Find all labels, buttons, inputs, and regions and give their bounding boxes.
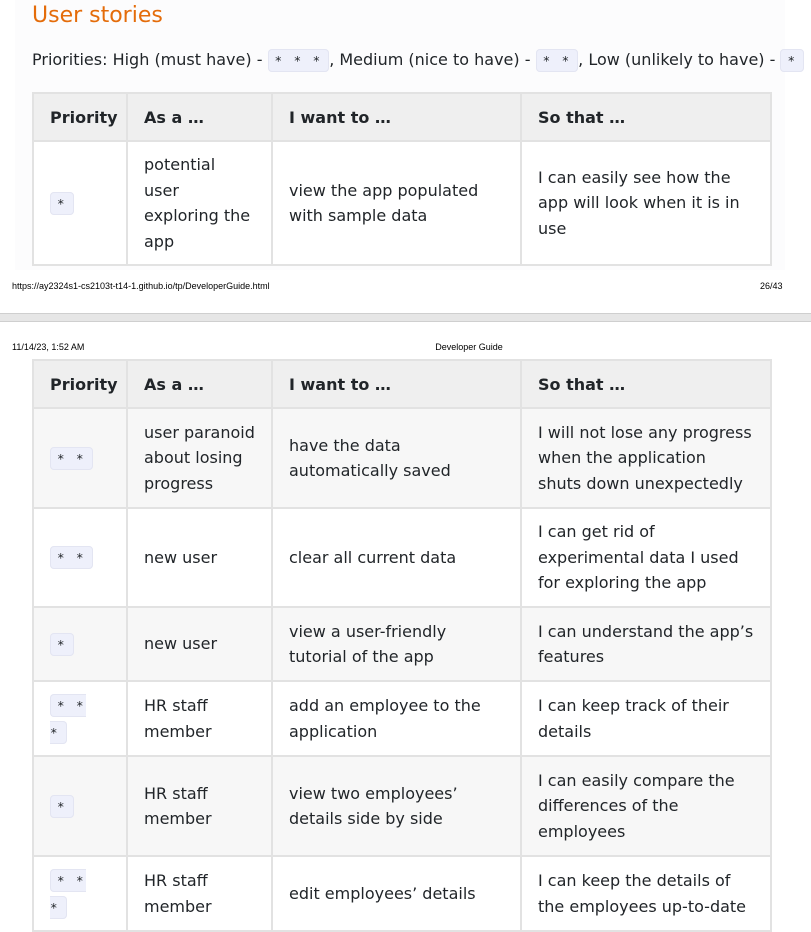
- table-header-row: [33, 360, 771, 408]
- so-that-cell: I can easily see how the app will look when it is in use: [521, 141, 771, 265]
- priority-cell: [33, 756, 127, 856]
- priorities-prefix: Priorities: High (must have) -: [32, 50, 268, 69]
- header-priority: Priority: [33, 93, 127, 141]
- table-row: [33, 408, 771, 508]
- want-cell: view the app populated with sample data: [272, 141, 521, 265]
- header-priority: Priority: [33, 360, 127, 408]
- priority-cell: [33, 508, 127, 607]
- want-cell: view a user-friendly tutorial of the app: [272, 607, 521, 681]
- priority-code: * * *: [50, 869, 86, 919]
- print-header-title: Developer Guide: [435, 342, 503, 352]
- medium-priority-code: * *: [536, 49, 579, 72]
- section-title: User stories: [32, 3, 163, 28]
- table-row: [33, 607, 771, 681]
- so-that-cell: I will not lose any progress when the application shuts down unexpectedly: [521, 408, 771, 508]
- as-a-cell: HR staff member: [127, 681, 272, 756]
- so-that-cell: I can understand the app’s features: [521, 607, 771, 681]
- so-that-cell: I can keep track of their details: [521, 681, 771, 756]
- print-footer-url: https://ay2324s1-cs2103t-t14-1.github.io/tp/DeveloperGuide.html: [12, 281, 270, 291]
- page-26-bottom: [0, 0, 811, 320]
- low-priority-code: *: [780, 49, 804, 72]
- table-header-row: [33, 93, 771, 141]
- priority-cell: [33, 681, 127, 756]
- priorities-low-text: , Low (unlikely to have) -: [578, 50, 781, 69]
- as-a-cell: HR staff member: [127, 756, 272, 856]
- as-a-cell: new user: [127, 508, 272, 607]
- so-that-cell: I can get rid of experimental data I used for exploring the app: [521, 508, 771, 607]
- user-stories-table-part2: [32, 359, 772, 932]
- want-cell: clear all current data: [272, 508, 521, 607]
- as-a-cell: user paranoid about losing progress: [127, 408, 272, 508]
- page-separator: [0, 313, 811, 322]
- want-cell: view two employees’ details side by side: [272, 756, 521, 856]
- want-cell: add an employee to the application: [272, 681, 521, 756]
- priority-code: *: [50, 192, 74, 215]
- priority-code: * *: [50, 447, 93, 470]
- as-a-cell: potential user exploring the app: [127, 141, 272, 265]
- table-row: [33, 681, 771, 756]
- priorities-mid-text: , Medium (nice to have) -: [329, 50, 536, 69]
- table-row: [33, 856, 771, 931]
- print-header-date: 11/14/23, 1:52 AM: [12, 342, 85, 352]
- priority-cell: [33, 856, 127, 931]
- as-a-cell: HR staff member: [127, 856, 272, 931]
- priority-cell: [33, 141, 127, 265]
- table-row: [33, 508, 771, 607]
- priority-code: *: [50, 795, 74, 818]
- header-so-that: So that …: [521, 93, 771, 141]
- print-footer-page-number: 26/43: [760, 281, 783, 291]
- header-as-a: As a …: [127, 93, 272, 141]
- priority-cell: [33, 607, 127, 681]
- want-cell: have the data automatically saved: [272, 408, 521, 508]
- so-that-cell: I can easily compare the differences of the employees: [521, 756, 771, 856]
- header-so-that: So that …: [521, 360, 771, 408]
- as-a-cell: new user: [127, 607, 272, 681]
- header-as-a: As a …: [127, 360, 272, 408]
- priority-code: *: [50, 633, 74, 656]
- so-that-cell: I can keep the details of the employees up-to-date: [521, 856, 771, 931]
- high-priority-code: * * *: [268, 49, 330, 72]
- priority-cell: [33, 408, 127, 508]
- user-stories-table-part1: [32, 92, 772, 266]
- header-i-want-to: I want to …: [272, 360, 521, 408]
- table-row: [33, 756, 771, 856]
- want-cell: edit employees’ details: [272, 856, 521, 931]
- priorities-legend: [32, 50, 804, 69]
- priority-code: * * *: [50, 694, 86, 744]
- header-i-want-to: I want to …: [272, 93, 521, 141]
- table-row: [33, 141, 771, 265]
- priority-code: * *: [50, 546, 93, 569]
